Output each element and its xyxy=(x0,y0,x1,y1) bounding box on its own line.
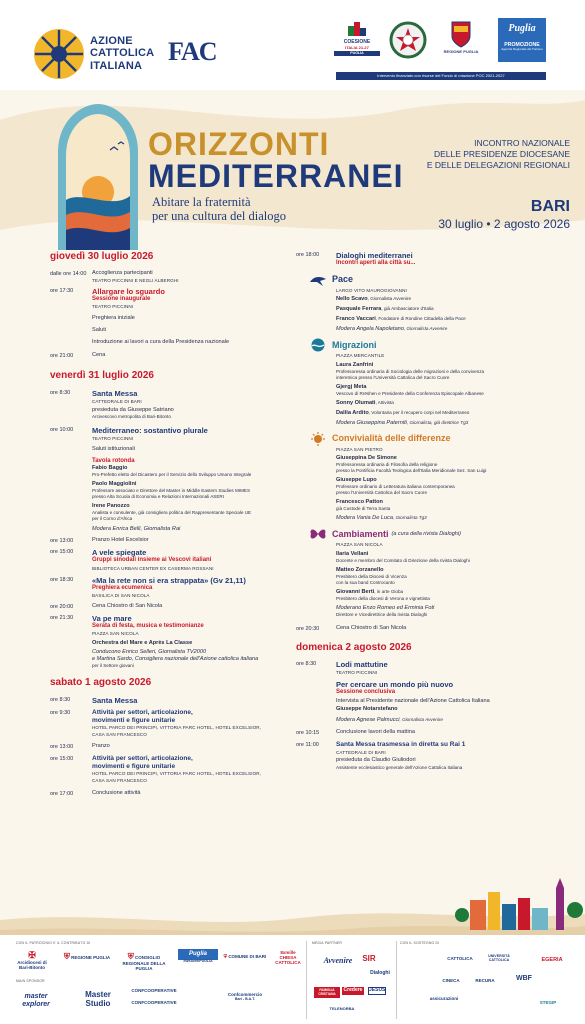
event-city: BARI xyxy=(530,198,570,215)
coesione-logo: COESIONE ITALIA 21-27 PUGLIA xyxy=(334,20,380,56)
media-logo: JESUS xyxy=(369,987,386,993)
media-logo: SIR xyxy=(362,954,376,963)
sponsor-logo: RECURA xyxy=(475,978,495,983)
regione-puglia-shield-icon xyxy=(450,20,472,48)
sponsor-logo: CINECA xyxy=(442,978,460,983)
event-item: ore 18:00 Dialoghi mediterranei Incontri aperti alla città su... xyxy=(296,251,416,266)
sponsor-logo: STEGIP xyxy=(539,1000,557,1005)
incontro-heading: INCONTRO NAZIONALE DELLE PRESIDENZE DIOCESANE E DELLE DELEGAZIONI REGIONALI xyxy=(426,138,570,171)
coesione-icon xyxy=(346,20,368,38)
event-item: ore 10:00 Mediterraneo: sostantivo plurale TEATRO PICCINNI Saluti istituzionali Tavola rotonda Fabio Baggio Pro-Prefetto eletto del Dicastero per il Servizio dello Sviluppo Umano Integrale Paolo Maggiolini Professore associato e Direttore del Master in Middle Eastern Studies MIMES presso Alta Scuola di Economia e Relazioni Internazionali ASERI Irene Panozzo Analista e consulente, già consigliera politica del Rappresentante Speciale UE per il Corno d'Africa Modera Enrica Belli, Giornalista Rai xyxy=(50,425,252,533)
puglia-promozione-logo: Puglia PROMOZIONE Agenzia Regionale del Turismo xyxy=(498,18,546,62)
media-logo: FAMIGLIA CRISTIANA xyxy=(314,987,340,998)
main-sponsor-logo: CONFCOOPERATIVE xyxy=(131,988,177,993)
azione-cattolica-logo-icon xyxy=(33,28,85,80)
event-subtitle: Abitare la fraternità per una cultura del dialogo xyxy=(152,195,286,224)
partner-logo: ⛨ CONSIGLIO REGIONALE DELLA PUGLIA xyxy=(122,952,166,971)
sponsor-logo: WBF xyxy=(516,975,532,982)
footer-sponsors: CON IL PATROCINIO E IL CONTRIBUTO DI MEDIA PARTNER CON IL SOSTEGNO DI MAIN SPONSOR ✠ Arcidiocesi di Bari-Bitonto ⛨ REGIONE PUGLIA ⛨ CONSIGLIO REGIONALE DELLA PUGLIA Puglia #WeAreinPUGLIA ⛨ COMUNE DI BARI 8xmille CHIESA CATTOLICA Avvenire SIR Dialoghi FAMIGLIA CRISTIANA Credere JESUS TELENORBA CATTOLICA UNIVERSITÀ CATTOLICA EGERIA CINECA RECURA WBF assicurazioni STEGIP master explorer Master Studio CONFCOOPERATIVE CONFCOOPERATIVE Confcommercio Bari - B.A.T. xyxy=(0,935,585,1024)
media-logo: Credere xyxy=(343,987,363,993)
event-title: ORIZZONTI MEDITERRANEI xyxy=(148,126,404,194)
event-item: ore 9:30 Attività per settori, articolazione, movimenti e figure unitarie HOTEL PARCO DEI PRINCIPI, VITTORIA PARC HOTEL, HOTEL EXCELSIOR, CASA SAN FRANCESCO xyxy=(50,708,262,738)
main-sponsor-logo: Confcommercio Bari - B.A.T. xyxy=(227,992,263,1001)
event-item: dalle ore 14:00 Accoglienza partecipanti TEATRO PICCINNI E NEGLI ALBERGHI xyxy=(50,269,179,283)
event-item: ore 10:15 Conclusione lavori della mattina xyxy=(296,728,415,736)
day-heading: domenica 2 agosto 2026 xyxy=(296,641,412,653)
media-logo: Avvenire xyxy=(323,956,353,965)
sponsor-logo: assicurazioni xyxy=(429,996,459,1001)
program-left-column xyxy=(50,251,290,801)
section-pace: Pace xyxy=(308,273,566,287)
event-item: ore 13:00 Pranzo Hotel Excelsior xyxy=(50,537,149,545)
sponsor-logo: EGERIA xyxy=(541,957,563,963)
regione-puglia-logo: REGIONE PUGLIA xyxy=(436,20,486,54)
event-item: ore 8:30 Santa Messa xyxy=(50,695,138,705)
dialoghi-sections: Pace LARGO VITO MAUROGIOVANNI Nello Scavo, Giornalista Avvenire Pasquale Ferrara, già Ambasciatore d'Italia Franco Vaccari, Fondatore di Rondine Cittadella della Pace Modera Angela Napoletano, Giornalista Avvenire Migrazioni PIAZZA MERCANTILE Laura Zanfrini Professoressa ordinaria di Sociologia delle migrazioni e della convivenza interetnica presso l'Università Cattolica del Sacro Cuore Gjergj Meta Vescovo di Rrëshen e Presidente della Conferenza Episcopale Albanese Sonny Olumati, Attivista Dalila Ardito, Volontaria per il recupero corpi nel Mediterraneo Modera Giuseppina Paterniti, Giornalista, già direttrice Tg3 Convivialità delle differenze PIAZZA SAN PIETRO Giuseppina De Simone Professoressa ordinaria di Filosofia della religione presso la Pontificia Facoltà Teologica dell'Italia Meridionale Sez. San Luigi Giuseppe Lupo Professore ordinario di Letteratura italiana contemporanea presso l'Università Cattolica del Sacro Cuore Francesco Patton già Custode di Terra Santa Modera Vania De Luca, Giornalista Tg3 Cambiamenti (a cura della rivista Dialoghi) PIAZZA SAN NICOLA Ilaria Vellani Docente e membro del Comitato di Direzione della rivista Dialoghi Matteo Zorzanello Presbitero della Diocesi di Vicenza con la sua band Controcanto Giovanni Berti, in arte Gioba Presbitero della diocesi di Verona e vignettista Moderano Enzo Romeo ed Erminia Foti Direttore e Vicedirettrice della rivista Dialoghi xyxy=(308,273,566,618)
sponsor-logo: UNIVERSITÀ CATTOLICA xyxy=(488,954,510,962)
section-convivialita: Convivialità delle differenze xyxy=(308,432,566,446)
azione-cattolica-wordmark: AZIONE CATTOLICA ITALIANA xyxy=(90,35,155,72)
event-item: ore 8:30 Santa Messa CATTEDRALE DI BARI presieduta da Giuseppe Satriano Arcivescovo metropolita di Bari-Bitonto xyxy=(50,388,174,419)
partner-logo: Puglia #WeAreinPUGLIA xyxy=(178,949,218,963)
day-heading: venerdì 31 luglio 2026 xyxy=(50,370,154,382)
dove-icon xyxy=(308,273,328,287)
sponsor-logo: CATTOLICA xyxy=(447,956,473,961)
fac-logo: FAC xyxy=(168,37,217,66)
funding-bar: Intervento finanziato con risorse del Fondo di rotazione POC 2021-2027 xyxy=(336,72,546,80)
media-logo: TELENORBA xyxy=(329,1006,355,1011)
event-item: ore 20:30 Cena Chiostro di San Nicola xyxy=(296,624,407,632)
event-item: ore 21:30 Va pe mare Serata di festa, musica e testimonianze PIAZZA SAN NICOLA Orchestra del Mare e Après La Classe Conducono Enrico Selleri, Giornalista TV2000 e Martina Sardo, Consigliera nazionale dell'Azione cattolica italiana per il Settore giovani xyxy=(50,613,259,669)
partner-logo: ⛨ COMUNE DI BARI xyxy=(223,954,267,959)
day-heading: sabato 1 agosto 2026 xyxy=(50,677,152,689)
event-item: ore 15:00 A vele spiegate Gruppi sinodali insieme ai Vescovi italiani BIBLIOTECA URBAN CENTER EX CASERMA ROSSANI xyxy=(50,548,214,571)
event-item: ore 17:00 Conclusione attività xyxy=(50,789,141,797)
main-sponsor-logo: master explorer xyxy=(22,993,50,1008)
partner-logo: ⛨ REGIONE PUGLIA xyxy=(63,952,111,961)
butterfly-icon xyxy=(308,527,328,541)
event-item: ore 8:30 Lodi mattutine TEATRO PICCINNI xyxy=(296,660,388,676)
event-item: ore 20:00 Cena Chiostro di San Nicola xyxy=(50,602,163,610)
media-logo: Dialoghi xyxy=(370,970,390,976)
mediterranean-arch-illustration-icon xyxy=(52,100,144,250)
waves-icon xyxy=(308,338,328,352)
event-item: ore 18:30 «Ma la rete non si era strappata» (Gv 21,11) Preghiera ecumenica BASILICA DI SAN NICOLA xyxy=(50,575,246,599)
section-cambiamenti: Cambiamenti (a cura della rivista Dialoghi) xyxy=(308,527,566,541)
partner-logo: ✠ Arcidiocesi di Bari-Bitonto xyxy=(17,950,47,970)
event-item: Per cercare un mondo più nuovo Sessione conclusiva Intervista al Presidente nazionale dell'Azione Cattolica Italiana Giuseppe Notarstefano Modera Agnese Palmucci, Giornalista Avvenire xyxy=(336,679,490,723)
event-item: ore 17:30 Allargare lo sguardo Sessione inaugurale TEATRO PICCINNI Preghiera iniziale Saluti Introduzione ai lavori a cura della Presidenza nazionale xyxy=(50,286,230,346)
sun-icon xyxy=(308,432,328,446)
section-migrazioni: Migrazioni xyxy=(308,338,566,352)
event-item: ore 15:00 Attività per settori, articolazione, movimenti e figure unitarie HOTEL PARCO DEI PRINCIPI, VITTORIA PARC HOTEL, HOTEL EXCELSIOR, CASA SAN FRANCESCO xyxy=(50,754,262,784)
event-dates: 30 luglio • 2 agosto 2026 xyxy=(438,217,570,231)
event-item: ore 11:00 Santa Messa trasmessa in diretta su Rai 1 CATTEDRALE DI BARI presieduta da Claudio Giuliodori Assistente ecclesiastico generale dell'Azione Cattolica Italiana xyxy=(296,740,466,770)
event-item: ore 21:00 Cena xyxy=(50,351,106,359)
italian-republic-emblem-icon xyxy=(388,20,428,64)
program-right-column xyxy=(296,251,566,774)
main-sponsor-logo: Master Studio xyxy=(85,990,111,1008)
main-sponsor-logo: CONFCOOPERATIVE xyxy=(131,1000,177,1005)
day-heading: giovedì 30 luglio 2026 xyxy=(50,251,154,262)
bottom-landscape-illustration-icon xyxy=(0,870,585,940)
event-item: ore 13:00 Pranzo xyxy=(50,742,110,750)
partner-logo: 8xmille CHIESA CATTOLICA xyxy=(275,950,301,965)
